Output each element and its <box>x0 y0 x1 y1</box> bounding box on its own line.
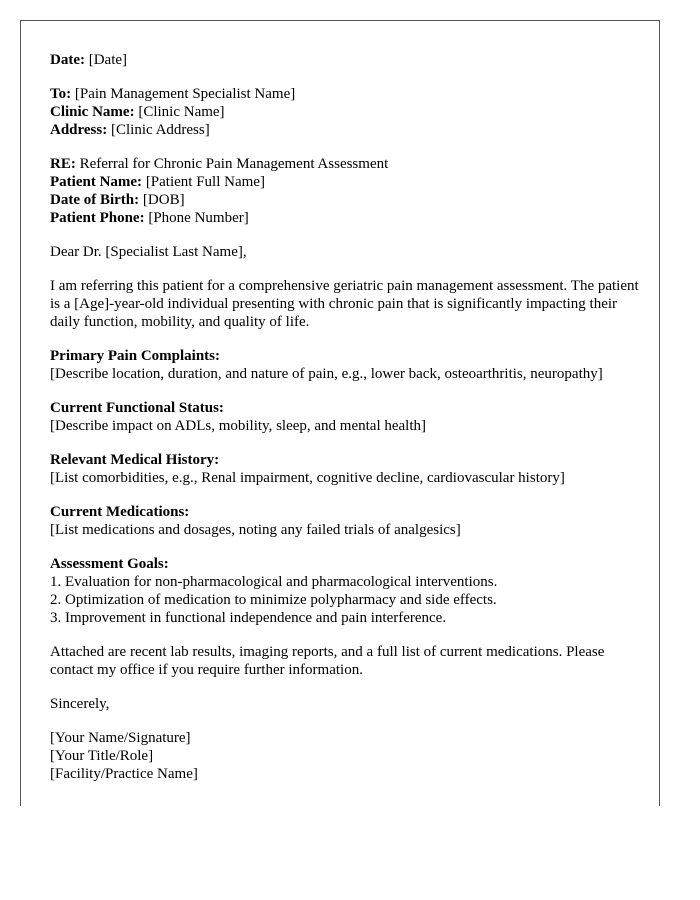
dob-value: [DOB] <box>142 192 185 208</box>
clinic-name-label: Clinic Name: <box>50 104 135 120</box>
goal-item: 1. Evaluation for non-pharmacological and pharmacological interventions. <box>50 574 498 590</box>
patient-phone-label: Patient Phone: <box>50 210 145 226</box>
pain-complaints-text: [Describe location, duration, and nature of pain, e.g., lower back, osteoarthritis, neuropathy] <box>50 366 603 382</box>
dob-line <box>50 191 640 209</box>
letter-page <box>20 20 660 806</box>
medical-history-text: [List comorbidities, e.g., Renal impairment, cognitive decline, cardiovascular history] <box>50 470 565 486</box>
to-value: [Pain Management Specialist Name] <box>74 86 296 102</box>
medications-text: [List medications and dosages, noting any failed trials of analgesics] <box>50 522 461 538</box>
letter-content <box>50 51 640 783</box>
recipient-block <box>50 85 640 139</box>
intro-paragraph: I am referring this patient for a comprehensive geriatric pain management assessment. The patient is a [Age]-year-old individual presenting with chronic pain that is significantly impacting their daily function, mobility, and quality of life. <box>50 278 639 330</box>
closing-paragraph: Attached are recent lab results, imaging reports, and a full list of current medications. Please contact my office if you require further information. <box>50 644 605 678</box>
assessment-goals-heading: Assessment Goals: <box>50 556 169 572</box>
medications-heading: Current Medications: <box>50 504 190 520</box>
date-line <box>50 51 640 69</box>
date-block <box>50 51 640 69</box>
patient-phone-value: [Phone Number] <box>148 210 249 226</box>
patient-name-line <box>50 173 640 191</box>
assessment-goals-section <box>50 555 640 627</box>
clinic-name-line <box>50 103 640 121</box>
patient-name-value: [Patient Full Name] <box>145 174 265 190</box>
salutation: Dear Dr. [Specialist Last Name], <box>50 244 247 260</box>
to-line <box>50 85 640 103</box>
patient-phone-line <box>50 209 640 227</box>
functional-status-heading: Current Functional Status: <box>50 400 224 416</box>
re-block <box>50 155 640 227</box>
address-label: Address: <box>50 122 108 138</box>
to-label: To: <box>50 86 72 102</box>
signature-title: [Your Title/Role] <box>50 748 154 764</box>
date-value: [Date] <box>88 52 128 68</box>
functional-status-section <box>50 399 640 435</box>
dob-label: Date of Birth: <box>50 192 140 208</box>
address-value: [Clinic Address] <box>110 122 210 138</box>
clinic-name-value: [Clinic Name] <box>138 104 225 120</box>
signature-name: [Your Name/Signature] <box>50 730 191 746</box>
date-label: Date: <box>50 52 85 68</box>
address-line <box>50 121 640 139</box>
medical-history-heading: Relevant Medical History: <box>50 452 220 468</box>
signature-block <box>50 729 640 783</box>
pain-complaints-heading: Primary Pain Complaints: <box>50 348 220 364</box>
medications-section <box>50 503 640 539</box>
re-value: Referral for Chronic Pain Management Assessment <box>79 156 389 172</box>
re-label: RE: <box>50 156 76 172</box>
pain-complaints-section <box>50 347 640 383</box>
re-line <box>50 155 640 173</box>
sign-off: Sincerely, <box>50 696 110 712</box>
signature-facility: [Facility/Practice Name] <box>50 766 198 782</box>
functional-status-text: [Describe impact on ADLs, mobility, sleep, and mental health] <box>50 418 427 434</box>
patient-name-label: Patient Name: <box>50 174 143 190</box>
medical-history-section <box>50 451 640 487</box>
goal-item: 2. Optimization of medication to minimize polypharmacy and side effects. <box>50 592 497 608</box>
goal-item: 3. Improvement in functional independence and pain interference. <box>50 610 447 626</box>
